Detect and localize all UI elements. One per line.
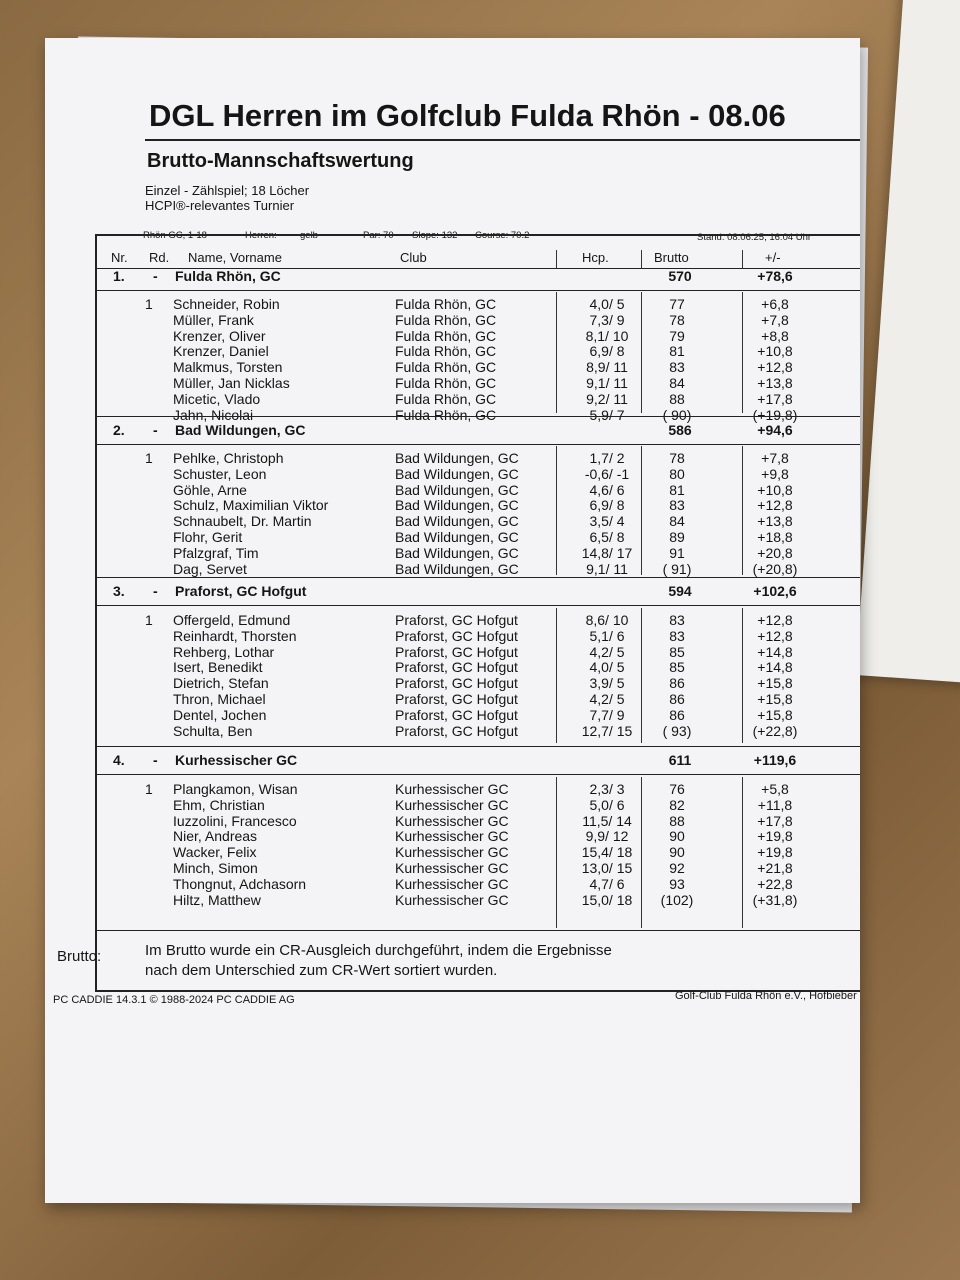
team-name: Fulda Rhön, GC bbox=[175, 268, 281, 284]
player-club: Fulda Rhön, GC bbox=[395, 375, 497, 391]
player-brutto: 83 bbox=[669, 497, 685, 514]
player-club: Praforst, GC Hofgut bbox=[395, 627, 518, 644]
document-subtitle: Brutto-Mannschaftswertung bbox=[147, 150, 414, 172]
player-hcp: 6,9/ 8 bbox=[589, 343, 625, 360]
player-diff: (+22,8) bbox=[752, 722, 798, 739]
player-diff: +17,8 bbox=[757, 390, 793, 407]
player-name: Schuster, Leon bbox=[173, 465, 267, 482]
player-name: Micetic, Vlado bbox=[173, 390, 261, 407]
player-hcp: 2,3/ 3 bbox=[589, 781, 625, 797]
player-club: Kurhessischer GC bbox=[395, 828, 509, 845]
software-credit: PC CADDIE 14.3.1 © 1988-2024 PC CADDIE AG bbox=[53, 994, 295, 1006]
player-club: Kurhessischer GC bbox=[395, 860, 509, 876]
player-diff: +6,8 bbox=[761, 296, 789, 312]
hcp-column-line bbox=[556, 777, 557, 928]
player-brutto: 85 bbox=[669, 643, 685, 660]
player-name: Dag, Servet bbox=[173, 560, 247, 577]
player-diff: +18,8 bbox=[757, 529, 793, 545]
player-name: Minch, Simon bbox=[173, 860, 258, 876]
player-brutto: 93 bbox=[669, 875, 685, 892]
team-rank: 1. bbox=[113, 268, 125, 284]
player-name: Ehm, Christian bbox=[173, 796, 265, 813]
player-brutto: 90 bbox=[669, 828, 685, 845]
team-brutto: 570 bbox=[668, 268, 692, 284]
player-hcp: 8,6/ 10 bbox=[585, 612, 629, 628]
player-diff: +14,8 bbox=[757, 643, 793, 660]
player-diff: +14,8 bbox=[757, 659, 793, 676]
player-round: 1 bbox=[145, 612, 153, 628]
player-name: Krenzer, Daniel bbox=[173, 343, 269, 360]
player-hcp: 12,7/ 15 bbox=[581, 722, 633, 739]
player-club: Kurhessischer GC bbox=[395, 796, 509, 813]
player-hcp: 9,2/ 11 bbox=[586, 390, 628, 407]
player-diff: +12,8 bbox=[757, 359, 793, 376]
document-title: DGL Herren im Golfclub Fulda Rhön - 08.06 bbox=[149, 98, 786, 133]
player-brutto: 83 bbox=[669, 359, 685, 376]
header-brutto: Brutto bbox=[654, 250, 689, 265]
player-brutto: 88 bbox=[669, 812, 685, 829]
diff-column-line bbox=[742, 777, 743, 928]
player-diff: +9,8 bbox=[761, 465, 789, 482]
team-header-divider bbox=[95, 290, 860, 291]
player-club: Kurhessischer GC bbox=[395, 781, 509, 797]
player-hcp: 9,9/ 12 bbox=[585, 828, 629, 845]
player-hcp: 7,3/ 9 bbox=[589, 311, 625, 328]
player-club: Fulda Rhön, GC bbox=[395, 343, 497, 360]
player-name: Schulz, Maximilian Viktor bbox=[173, 497, 329, 514]
player-diff: +13,8 bbox=[757, 513, 793, 530]
player-brutto: 86 bbox=[669, 691, 685, 707]
player-name: Jahn, Nicolai bbox=[173, 406, 254, 423]
team-name: Kurhessischer GC bbox=[175, 752, 298, 768]
player-hcp: -0,6/ -1 bbox=[584, 465, 630, 482]
player-club: Bad Wildungen, GC bbox=[395, 529, 519, 545]
player-hcp: 4,2/ 5 bbox=[589, 691, 625, 707]
player-hcp: 9,1/ 11 bbox=[586, 560, 628, 577]
team-dash: - bbox=[153, 268, 158, 284]
player-club: Bad Wildungen, GC bbox=[395, 465, 519, 482]
slope-info: Slope: 132 bbox=[412, 230, 458, 241]
player-name: Schulta, Ben bbox=[173, 722, 253, 739]
player-brutto: 91 bbox=[669, 544, 685, 561]
footnote-divider bbox=[95, 930, 860, 931]
player-club: Fulda Rhön, GC bbox=[395, 311, 497, 328]
player-round: 1 bbox=[145, 781, 153, 797]
player-hcp: 1,7/ 2 bbox=[589, 450, 625, 466]
player-diff: +15,8 bbox=[757, 675, 793, 692]
player-name: Wacker, Felix bbox=[173, 844, 257, 861]
player-diff: +20,8 bbox=[757, 544, 793, 561]
player-diff: +12,8 bbox=[757, 612, 793, 628]
player-hcp: 6,5/ 8 bbox=[589, 529, 625, 545]
footnote-label: Brutto: bbox=[57, 948, 102, 965]
player-club: Bad Wildungen, GC bbox=[395, 544, 519, 561]
header-name: Name, Vorname bbox=[188, 250, 282, 265]
player-club: Bad Wildungen, GC bbox=[395, 481, 519, 498]
player-club: Praforst, GC Hofgut bbox=[395, 659, 518, 676]
player-diff: +22,8 bbox=[757, 875, 793, 892]
player-brutto: 79 bbox=[669, 327, 685, 344]
player-brutto: 76 bbox=[669, 781, 685, 797]
player-club: Fulda Rhön, GC bbox=[395, 406, 497, 423]
player-diff: +7,8 bbox=[761, 450, 789, 466]
stand-timestamp: Stand: 08.06.25, 16:04 Uhr bbox=[697, 232, 812, 243]
player-name: Hiltz, Matthew bbox=[173, 891, 261, 908]
player-name: Isert, Benedikt bbox=[173, 659, 263, 676]
player-diff: +21,8 bbox=[757, 860, 793, 876]
player-diff: +17,8 bbox=[757, 812, 793, 829]
team-name: Bad Wildungen, GC bbox=[175, 422, 306, 438]
player-brutto: 90 bbox=[669, 844, 685, 861]
team-header-divider bbox=[95, 605, 860, 606]
player-club: Kurhessischer GC bbox=[395, 812, 509, 829]
player-club: Fulda Rhön, GC bbox=[395, 327, 497, 344]
player-brutto: (102) bbox=[660, 891, 694, 908]
team-dash: - bbox=[153, 422, 158, 438]
team-dash: - bbox=[153, 583, 158, 599]
diff-column-line bbox=[742, 292, 743, 413]
player-name: Offergeld, Edmund bbox=[173, 612, 291, 628]
course-name: Rhön GC, 1-18 bbox=[143, 230, 207, 241]
player-name: Iuzzolini, Francesco bbox=[173, 812, 297, 829]
player-hcp: 13,0/ 15 bbox=[581, 860, 633, 876]
player-diff: (+31,8) bbox=[752, 891, 798, 908]
hcp-column-line bbox=[556, 292, 557, 413]
player-club: Bad Wildungen, GC bbox=[395, 513, 519, 530]
diff-column-line bbox=[742, 446, 743, 575]
player-hcp: 5,0/ 6 bbox=[589, 796, 625, 813]
player-name: Dietrich, Stefan bbox=[173, 675, 269, 692]
player-name: Göhle, Arne bbox=[173, 481, 247, 498]
player-hcp: 4,2/ 5 bbox=[589, 643, 625, 660]
header-diff: +/- bbox=[765, 250, 781, 265]
player-club: Kurhessischer GC bbox=[395, 891, 509, 908]
format-info: Einzel - Zählspiel; 18 Löcher bbox=[145, 183, 310, 198]
team-diff: +78,6 bbox=[757, 268, 793, 284]
club-credit: Golf-Club Fulda Rhön e.V., Hofbieber bbox=[675, 990, 857, 1002]
team-name: Praforst, GC Hofgut bbox=[175, 583, 307, 599]
hcpi-info: HCPI®-relevantes Turnier bbox=[145, 198, 295, 213]
player-diff: +12,8 bbox=[757, 627, 793, 644]
player-hcp: 9,1/ 11 bbox=[586, 375, 628, 391]
player-brutto: 81 bbox=[669, 343, 685, 360]
hcp-column-line bbox=[556, 446, 557, 575]
player-name: Thron, Michael bbox=[173, 691, 266, 707]
player-name: Malkmus, Torsten bbox=[173, 359, 283, 376]
player-diff: +15,8 bbox=[757, 691, 793, 707]
header-hcp: Hcp. bbox=[582, 250, 609, 265]
player-name: Thongnut, Adchasorn bbox=[173, 875, 307, 892]
player-club: Fulda Rhön, GC bbox=[395, 296, 497, 312]
player-hcp: 14,8/ 17 bbox=[581, 544, 633, 561]
player-hcp: 7,7/ 9 bbox=[589, 706, 625, 723]
team-brutto: 594 bbox=[668, 583, 692, 599]
team-brutto: 586 bbox=[668, 422, 692, 438]
player-diff: +5,8 bbox=[761, 781, 789, 797]
team-brutto: 611 bbox=[668, 752, 692, 768]
player-diff: +10,8 bbox=[757, 481, 793, 498]
player-club: Fulda Rhön, GC bbox=[395, 359, 497, 376]
player-club: Bad Wildungen, GC bbox=[395, 560, 519, 577]
player-brutto: 82 bbox=[669, 796, 685, 813]
player-brutto: 83 bbox=[669, 612, 685, 628]
player-brutto: 89 bbox=[669, 529, 685, 545]
player-name: Dentel, Jochen bbox=[173, 706, 267, 723]
team-header-divider bbox=[95, 774, 860, 775]
player-round: 1 bbox=[145, 296, 153, 312]
player-hcp: 3,9/ 5 bbox=[589, 675, 625, 692]
player-hcp: 8,1/ 10 bbox=[585, 327, 629, 344]
player-diff: +10,8 bbox=[757, 343, 793, 360]
player-brutto: 77 bbox=[669, 296, 685, 312]
player-diff: +12,8 bbox=[757, 497, 793, 514]
player-name: Schnaubelt, Dr. Martin bbox=[173, 513, 312, 530]
section-divider bbox=[95, 416, 860, 417]
player-name: Müller, Jan Nicklas bbox=[173, 375, 290, 391]
player-diff: +11,8 bbox=[757, 796, 793, 813]
player-name: Krenzer, Oliver bbox=[173, 327, 266, 344]
diff-column-line bbox=[742, 608, 743, 743]
herren-label: Herren: bbox=[245, 230, 277, 241]
course-rating-info: Course: 70.2 bbox=[475, 230, 530, 241]
player-club: Praforst, GC Hofgut bbox=[395, 722, 518, 739]
player-club: Praforst, GC Hofgut bbox=[395, 691, 518, 707]
player-club: Bad Wildungen, GC bbox=[395, 450, 519, 466]
player-name: Rehberg, Lothar bbox=[173, 643, 275, 660]
player-brutto: 83 bbox=[669, 627, 685, 644]
player-diff: +13,8 bbox=[757, 375, 793, 391]
player-brutto: 80 bbox=[669, 465, 685, 482]
header-rd: Rd. bbox=[149, 250, 170, 265]
player-name: Plangkamon, Wisan bbox=[173, 781, 298, 797]
player-brutto: 84 bbox=[669, 375, 685, 391]
title-underline bbox=[145, 139, 860, 141]
player-hcp: 5,1/ 6 bbox=[589, 627, 625, 644]
player-club: Praforst, GC Hofgut bbox=[395, 706, 518, 723]
napkin bbox=[856, 0, 960, 683]
player-club: Praforst, GC Hofgut bbox=[395, 612, 518, 628]
team-rank: 2. bbox=[113, 422, 125, 438]
header-column-line bbox=[556, 250, 557, 268]
footnote-line-2: nach dem Unterschied zum CR-Wert sortiert wurden. bbox=[145, 962, 498, 979]
team-dash: - bbox=[153, 752, 158, 768]
header-club: Club bbox=[400, 250, 427, 265]
header-column-line bbox=[641, 250, 642, 268]
player-club: Fulda Rhön, GC bbox=[395, 390, 497, 407]
player-name: Reinhardt, Thorsten bbox=[173, 627, 297, 644]
player-brutto: 81 bbox=[669, 481, 685, 498]
player-club: Kurhessischer GC bbox=[395, 844, 509, 861]
player-name: Schneider, Robin bbox=[173, 296, 280, 312]
header-nr: Nr. bbox=[111, 250, 128, 265]
player-brutto: 78 bbox=[669, 311, 685, 328]
player-brutto: 86 bbox=[669, 706, 685, 723]
player-club: Kurhessischer GC bbox=[395, 875, 509, 892]
footnote-line-1: Im Brutto wurde ein CR-Ausgleich durchgeführt, indem die Ergebnisse bbox=[145, 942, 612, 959]
player-name: Flohr, Gerit bbox=[173, 529, 243, 545]
player-name: Pfalzgraf, Tim bbox=[173, 544, 259, 561]
section-divider bbox=[95, 746, 860, 747]
player-diff: +19,8 bbox=[757, 828, 793, 845]
results-sheet bbox=[45, 38, 860, 1203]
hcp-column-line bbox=[556, 608, 557, 743]
player-hcp: 11,5/ 14 bbox=[582, 812, 632, 829]
team-header-divider bbox=[95, 444, 860, 445]
player-diff: +7,8 bbox=[761, 311, 789, 328]
player-hcp: 15,4/ 18 bbox=[581, 844, 633, 861]
player-hcp: 8,9/ 11 bbox=[586, 359, 628, 376]
player-brutto: 78 bbox=[669, 450, 685, 466]
player-round: 1 bbox=[145, 450, 153, 466]
player-diff: +15,8 bbox=[757, 706, 793, 723]
player-name: Nier, Andreas bbox=[173, 828, 258, 845]
player-hcp: 5,9/ 7 bbox=[589, 406, 625, 423]
player-name: Müller, Frank bbox=[173, 311, 254, 328]
team-rank: 3. bbox=[113, 583, 125, 599]
team-diff: +102,6 bbox=[753, 583, 797, 599]
player-hcp: 15,0/ 18 bbox=[581, 891, 633, 908]
player-hcp: 4,0/ 5 bbox=[589, 296, 625, 312]
player-club: Praforst, GC Hofgut bbox=[395, 675, 518, 692]
player-diff: +8,8 bbox=[761, 327, 789, 344]
player-brutto: 92 bbox=[669, 860, 685, 876]
player-brutto: 88 bbox=[669, 390, 685, 407]
player-hcp: 6,9/ 8 bbox=[589, 497, 625, 514]
player-hcp: 4,6/ 6 bbox=[589, 481, 625, 498]
player-hcp: 3,5/ 4 bbox=[589, 513, 625, 530]
player-diff: +19,8 bbox=[757, 844, 793, 861]
tee-color: gelb bbox=[300, 230, 318, 241]
par-info: Par: 70 bbox=[363, 230, 394, 241]
team-diff: +119,6 bbox=[753, 752, 797, 768]
player-club: Praforst, GC Hofgut bbox=[395, 643, 518, 660]
player-brutto: ( 91) bbox=[662, 560, 692, 577]
player-hcp: 4,0/ 5 bbox=[589, 659, 625, 676]
player-brutto: 86 bbox=[669, 675, 685, 692]
player-brutto: 84 bbox=[669, 513, 685, 530]
header-column-line bbox=[742, 250, 743, 268]
section-divider bbox=[95, 577, 860, 578]
player-brutto: ( 93) bbox=[662, 722, 692, 739]
player-hcp: 4,7/ 6 bbox=[589, 875, 625, 892]
player-club: Bad Wildungen, GC bbox=[395, 497, 519, 514]
team-diff: +94,6 bbox=[757, 422, 793, 438]
player-brutto: 85 bbox=[669, 659, 685, 676]
player-diff: (+20,8) bbox=[752, 560, 798, 577]
footnote-text bbox=[145, 941, 612, 981]
team-rank: 4. bbox=[113, 752, 125, 768]
player-brutto: ( 90) bbox=[662, 406, 692, 423]
player-name: Pehlke, Christoph bbox=[173, 450, 284, 466]
player-diff: (+19,8) bbox=[752, 406, 798, 423]
